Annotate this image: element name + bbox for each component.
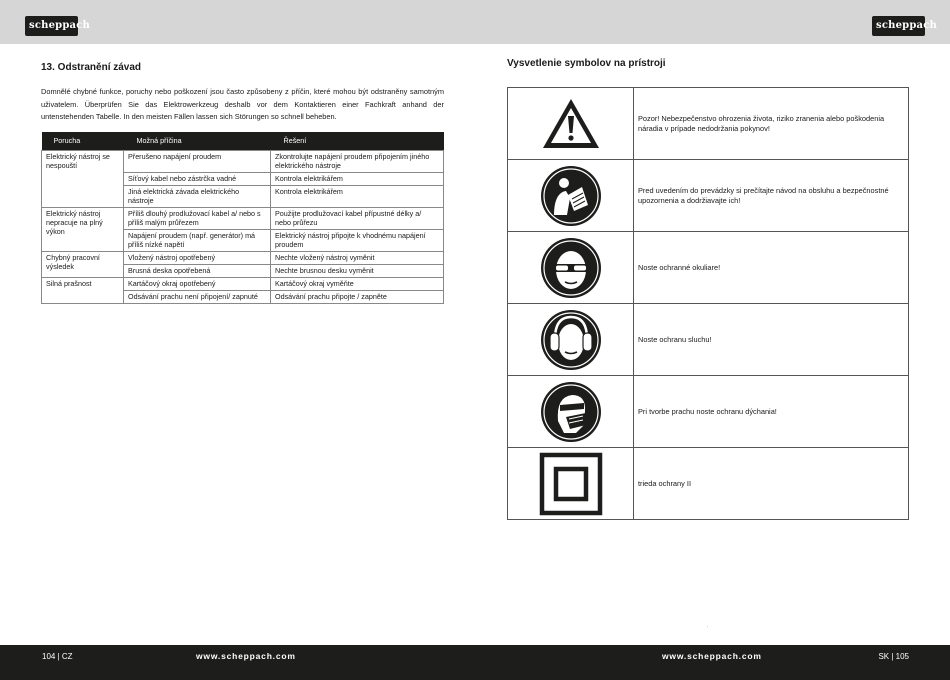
table-row [42,277,444,290]
symbol-icon-cell [508,88,634,160]
table-row [42,251,444,264]
header-cause: Možná příčina [124,132,271,150]
dust-mask-icon [540,381,602,443]
symbol-description: trieda ochrany II [634,448,909,520]
symbol-row [508,88,909,160]
solution-cell: Odsávání prachu připojte / zapněte [271,290,444,303]
symbols-title: Vysvetlenie symbolov na prístroji [507,58,666,69]
scheppach-logo-left: scheppach [25,16,78,36]
fault-cell: Elektrický nástroj nepracuje na plný výkon [42,207,124,251]
page-number-right: SK | 105 [878,652,909,661]
table-row [42,207,444,229]
section-title: 13. Odstranění závad [41,62,142,73]
symbol-description: Pred uvedením do prevádzky si prečítajte návod na obsluhu a bezpečnostné upozornenia a dodržiavajte ich! [634,160,909,232]
scheppach-logo-right: scheppach [872,16,925,36]
troubleshooting-table [41,132,444,304]
warning-triangle-icon [540,96,602,152]
symbols-table [507,87,909,520]
symbol-row [508,304,909,376]
ear-protection-icon [540,309,602,371]
table-header-row [42,132,444,150]
symbol-icon-cell [508,304,634,376]
symbol-row [508,232,909,304]
website-url-right[interactable]: www.scheppach.com [662,651,762,661]
fault-cell: Chybný pracovní výsledek [42,251,124,277]
solution-cell: Kontrola elektrikářem [271,172,444,185]
solution-cell: Kartáčový okraj vyměňte [271,277,444,290]
cause-cell: Napájení proudem (např. generátor) má příliš nízké napětí [124,229,271,251]
cause-cell: Jiná elektrická závada elektrického nástroje [124,185,271,207]
solution-cell: Kontrola elektrikářem [271,185,444,207]
symbol-icon-cell [508,448,634,520]
solution-cell: Použijte prodlužovací kabel přípustné délky a/ nebo průřezu [271,207,444,229]
symbol-row [508,160,909,232]
solution-cell: Zkontrolujte napájení proudem připojením jiného elektrického nástroje [271,150,444,172]
cause-cell: Příliš dlouhý prodlužovací kabel a/ nebo s příliš malým průřezem [124,207,271,229]
read-manual-icon [540,165,602,227]
cause-cell: Přerušeno napájení proudem [124,150,271,172]
symbol-description: Pri tvorbe prachu noste ochranu dýchania! [634,376,909,448]
intro-paragraph: Domnělé chybné funkce, poruchy nebo poškození jsou často způsobeny z příčin, které mohou být odstraněny samotným uživatelem. Überprüfen Sie das Elektrowerkzeug deshalb vor dem Kontaktieren einer Fachkraft anhand der untenstehenden Tabelle. In den meisten Fällen lassen sich Störungen so schnell beheben. [41,87,444,122]
cause-cell: Kartáčový okraj opotřebený [124,277,271,290]
symbol-description: Pozor! Nebezpečenstvo ohrozenia života, riziko zranenia alebo poškodenia náradia v prípade nedodržania pokynov! [634,88,909,160]
symbol-icon-cell [508,376,634,448]
page-mark: ' [707,626,708,632]
table-row [42,150,444,172]
protection-class-ii-icon [539,452,603,516]
solution-cell: Nechte brusnou desku vyměnit [271,264,444,277]
symbol-description: Noste ochranné okuliare! [634,232,909,304]
cause-cell: Síťový kabel nebo zástrčka vadné [124,172,271,185]
fault-cell: Silná prašnost [42,277,124,303]
solution-cell: Nechte vložený nástroj vyměnit [271,251,444,264]
fault-cell: Elektrický nástroj se nespouští [42,150,124,207]
footer-bar [0,645,950,680]
cause-cell: Odsávání prachu není připojení/ zapnuté [124,290,271,303]
cause-cell: Brusná deska opotřebená [124,264,271,277]
header-solution: Řešení [271,132,444,150]
top-bar [0,0,950,44]
symbol-row [508,376,909,448]
symbol-description: Noste ochranu sluchu! [634,304,909,376]
header-fault: Porucha [42,132,124,150]
symbol-icon-cell [508,160,634,232]
safety-goggles-icon [540,237,602,299]
website-url-left[interactable]: www.scheppach.com [196,651,296,661]
solution-cell: Elektrický nástroj připojte k vhodnému napájení proudem [271,229,444,251]
symbol-row [508,448,909,520]
cause-cell: Vložený nástroj opotřebený [124,251,271,264]
symbol-icon-cell [508,232,634,304]
page-number-left: 104 | CZ [42,652,73,661]
